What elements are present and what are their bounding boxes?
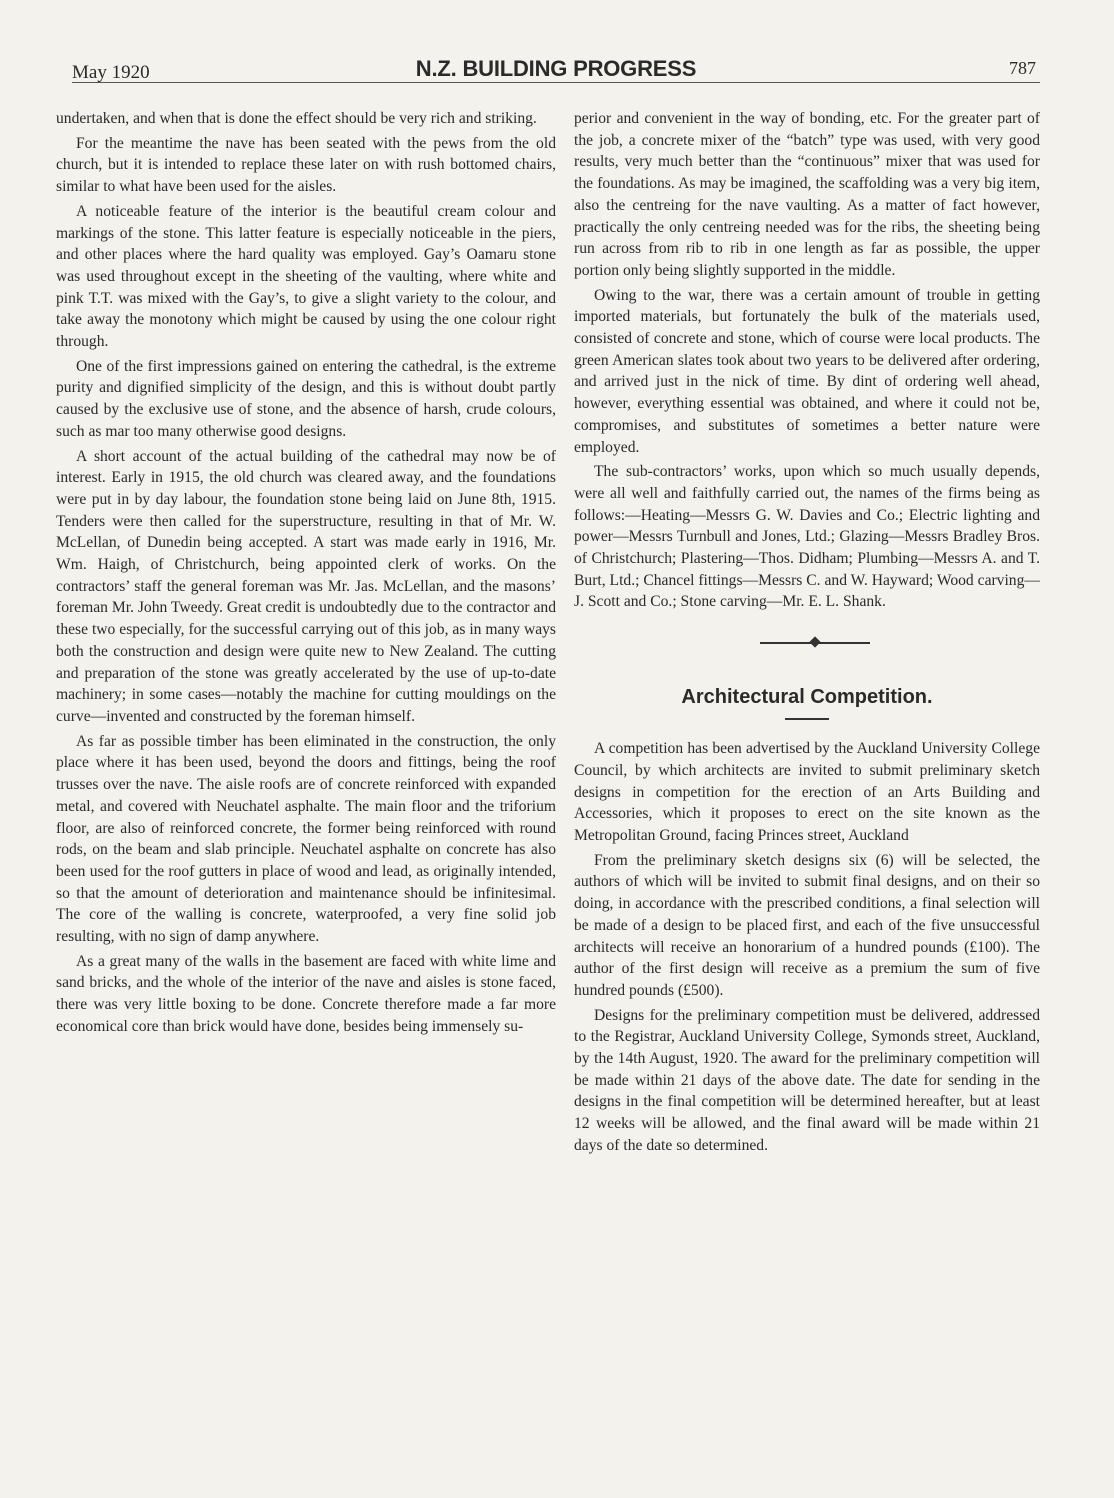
paragraph: For the meantime the nave has been seated with the pews from the old church, but it is intended to replace these later on with rush bottomed chairs, similar to what have been used for the aisles.: [56, 134, 556, 196]
section-title: Architectural Competition.: [681, 686, 933, 709]
page-number: 787: [1009, 58, 1036, 78]
paragraph: Owing to the war, there was a certain amount of trouble in getting imported materials, but fortunately the bulk of the materials used, consisted of concrete and stone, which of course were local products. The green American slates took about two years to be delivered after ordering, and arrived just in the nick of time. By dint of ordering well ahead, however, everything essential was obtained, and where it could not be, compromises, and substitutes of sometimes a better nature were employed.: [574, 286, 1040, 456]
paragraph: As a great many of the walls in the basement are faced with white lime and sand bricks, and the whole of the interior of the nave and aisles is stone faced, there was very little boxing to be done. Concrete therefore made a far more economical core than brick would have done, besides being immensely su-: [56, 952, 556, 1035]
ornamental-divider: [574, 616, 1040, 676]
left-column: [56, 108, 556, 1041]
issue-date: May 1920: [72, 62, 150, 83]
paragraph: undertaken, and when that is done the effect should be very rich and striking.: [56, 110, 537, 127]
right-column: [574, 108, 1040, 1160]
paragraph: A competition has been advertised by the Auckland University College Council, by which architects are invited to submit preliminary sketch designs in competition for the erection of an Arts Building and Accessories, which it proposes to erect on the site known as the Metropolitan Ground, facing Princes street, Auckland: [574, 740, 1040, 844]
paragraph: Designs for the preliminary competition must be delivered, addressed to the Registrar, Auckland University College, Symonds street, Auckland, by the 14th August, 1920. The award for the preliminary competition will be made within 21 days of the above date. The date for sending in the designs in the final competition will be determined hereafter, but at least 12 weeks will be allowed, and the final award will be made within 21 days of the date so determined.: [574, 1006, 1040, 1154]
paragraph: A short account of the actual building of the cathedral may now be of interest. Early in 1915, the old church was cleared away, and the foundations were put in by day labour, the foundation stone being laid on June 8th, 1915. Tenders were then called for the superstructure, resulting in that of Mr. W. McLellan, of Dunedin being accepted. A start was made early in 1916, Mr. Wm. Haigh, of Christchurch, being appointed clerk of works. On the contractors’ staff the general foreman was Mr. Jas. McLellan, and the masons’ foreman Mr. John Tweedy. Great credit is undoubtedly due to the contractor and these two especially, for the successful carrying out of this job, as in many ways both the construction and design were quite new to New Zealand. The cutting and preparation of the stone was greatly accelerated by the use of up-to-date machinery; in some cases—notably the machine for cutting mouldings on the curve—invented and constructed by the foreman himself.: [56, 447, 556, 725]
paragraph: A noticeable feature of the interior is the beautiful cream colour and markings of the stone. This latter feature is especially noticeable in the piers, and other places where the hard quality was employed. Gay’s Oamaru stone was used throughout except in the sheeting of the vaulting, where white and pink T.T. was mixed with the Gay’s, to give a slight variety to the colour, and take away the monotony which might be caused by using the one colour right through.: [56, 202, 556, 351]
journal-title: N.Z. BUILDING PROGRESS: [415, 56, 697, 81]
paragraph: As far as possible timber has been eliminated in the construction, the only place where it has been used, beyond the doors and fittings, being the roof trusses over the nave. The aisle roofs are of concrete reinforced with expanded metal, and covered with Neuchatel asphalte. The main floor and the triforium floor, are also of reinforced concrete, the former being reinforced with round rods, on the beam and slab principle. Neuchatel asphalte on concrete has also been used for the roof gutters in place of wood and lead, as originally intended, so that the amount of deterioration and maintenance should be infinitesimal. The core of the walling is concrete, waterproofed, a very fine solid job resulting, with no sign of damp anywhere.: [56, 732, 556, 946]
paragraph: From the preliminary sketch designs six (6) will be selected, the authors of which will be invited to submit final designs, and on their so doing, in accordance with the prescribed conditions, a final selection will be made of a design to be placed first, and each of the five unsuccessful architects will receive an honorarium of a hundred pounds (£100). The author of the first design will receive as a premium the sum of five hundred pounds (£500).: [574, 851, 1040, 999]
divider-diamond: [809, 637, 820, 648]
paragraph: perior and convenient in the way of bonding, etc. For the greater part of the job, a concrete mixer of the “batch” type was used, with very good results, very much better than the “continuous” mixer that was used for the foundations. As may be imagined, the scaffolding was a very big item, also the centreing for the nave vaulting. As a matter of fact however, practically the only centreing needed was for the ribs, the sheeting being run across from rib to rib in one length as far as possible, the upper portion only being slightly supported in the middle.: [574, 110, 1040, 279]
paragraph: The sub-contractors’ works, upon which so much usually depends, were all well and faithfully carried out, the names of the firms being as follows:—Heating—Messrs G. W. Davies and Co.; Electric lighting and power—Messrs Turnbull and Jones, Ltd.; Glazing—Messrs Bradley Bros. of Christchurch; Plastering—Thos. Didham; Plumbing—Messrs A. and T. Burt, Ltd.; Chancel fittings—Messrs C. and W. Hayward; Wood carving—J. Scott and Co.; Stone carving—Mr. E. L. Shank.: [574, 463, 1040, 611]
title-underline: [785, 718, 829, 720]
paragraph: One of the first impressions gained on entering the cathedral, is the extreme purity and dignified simplicity of the design, and this is without doubt partly caused by the exclusive use of stone, and the absence of harsh, crude colours, such as mar too many otherwise good designs.: [56, 357, 556, 440]
header-rule: [72, 82, 1040, 83]
